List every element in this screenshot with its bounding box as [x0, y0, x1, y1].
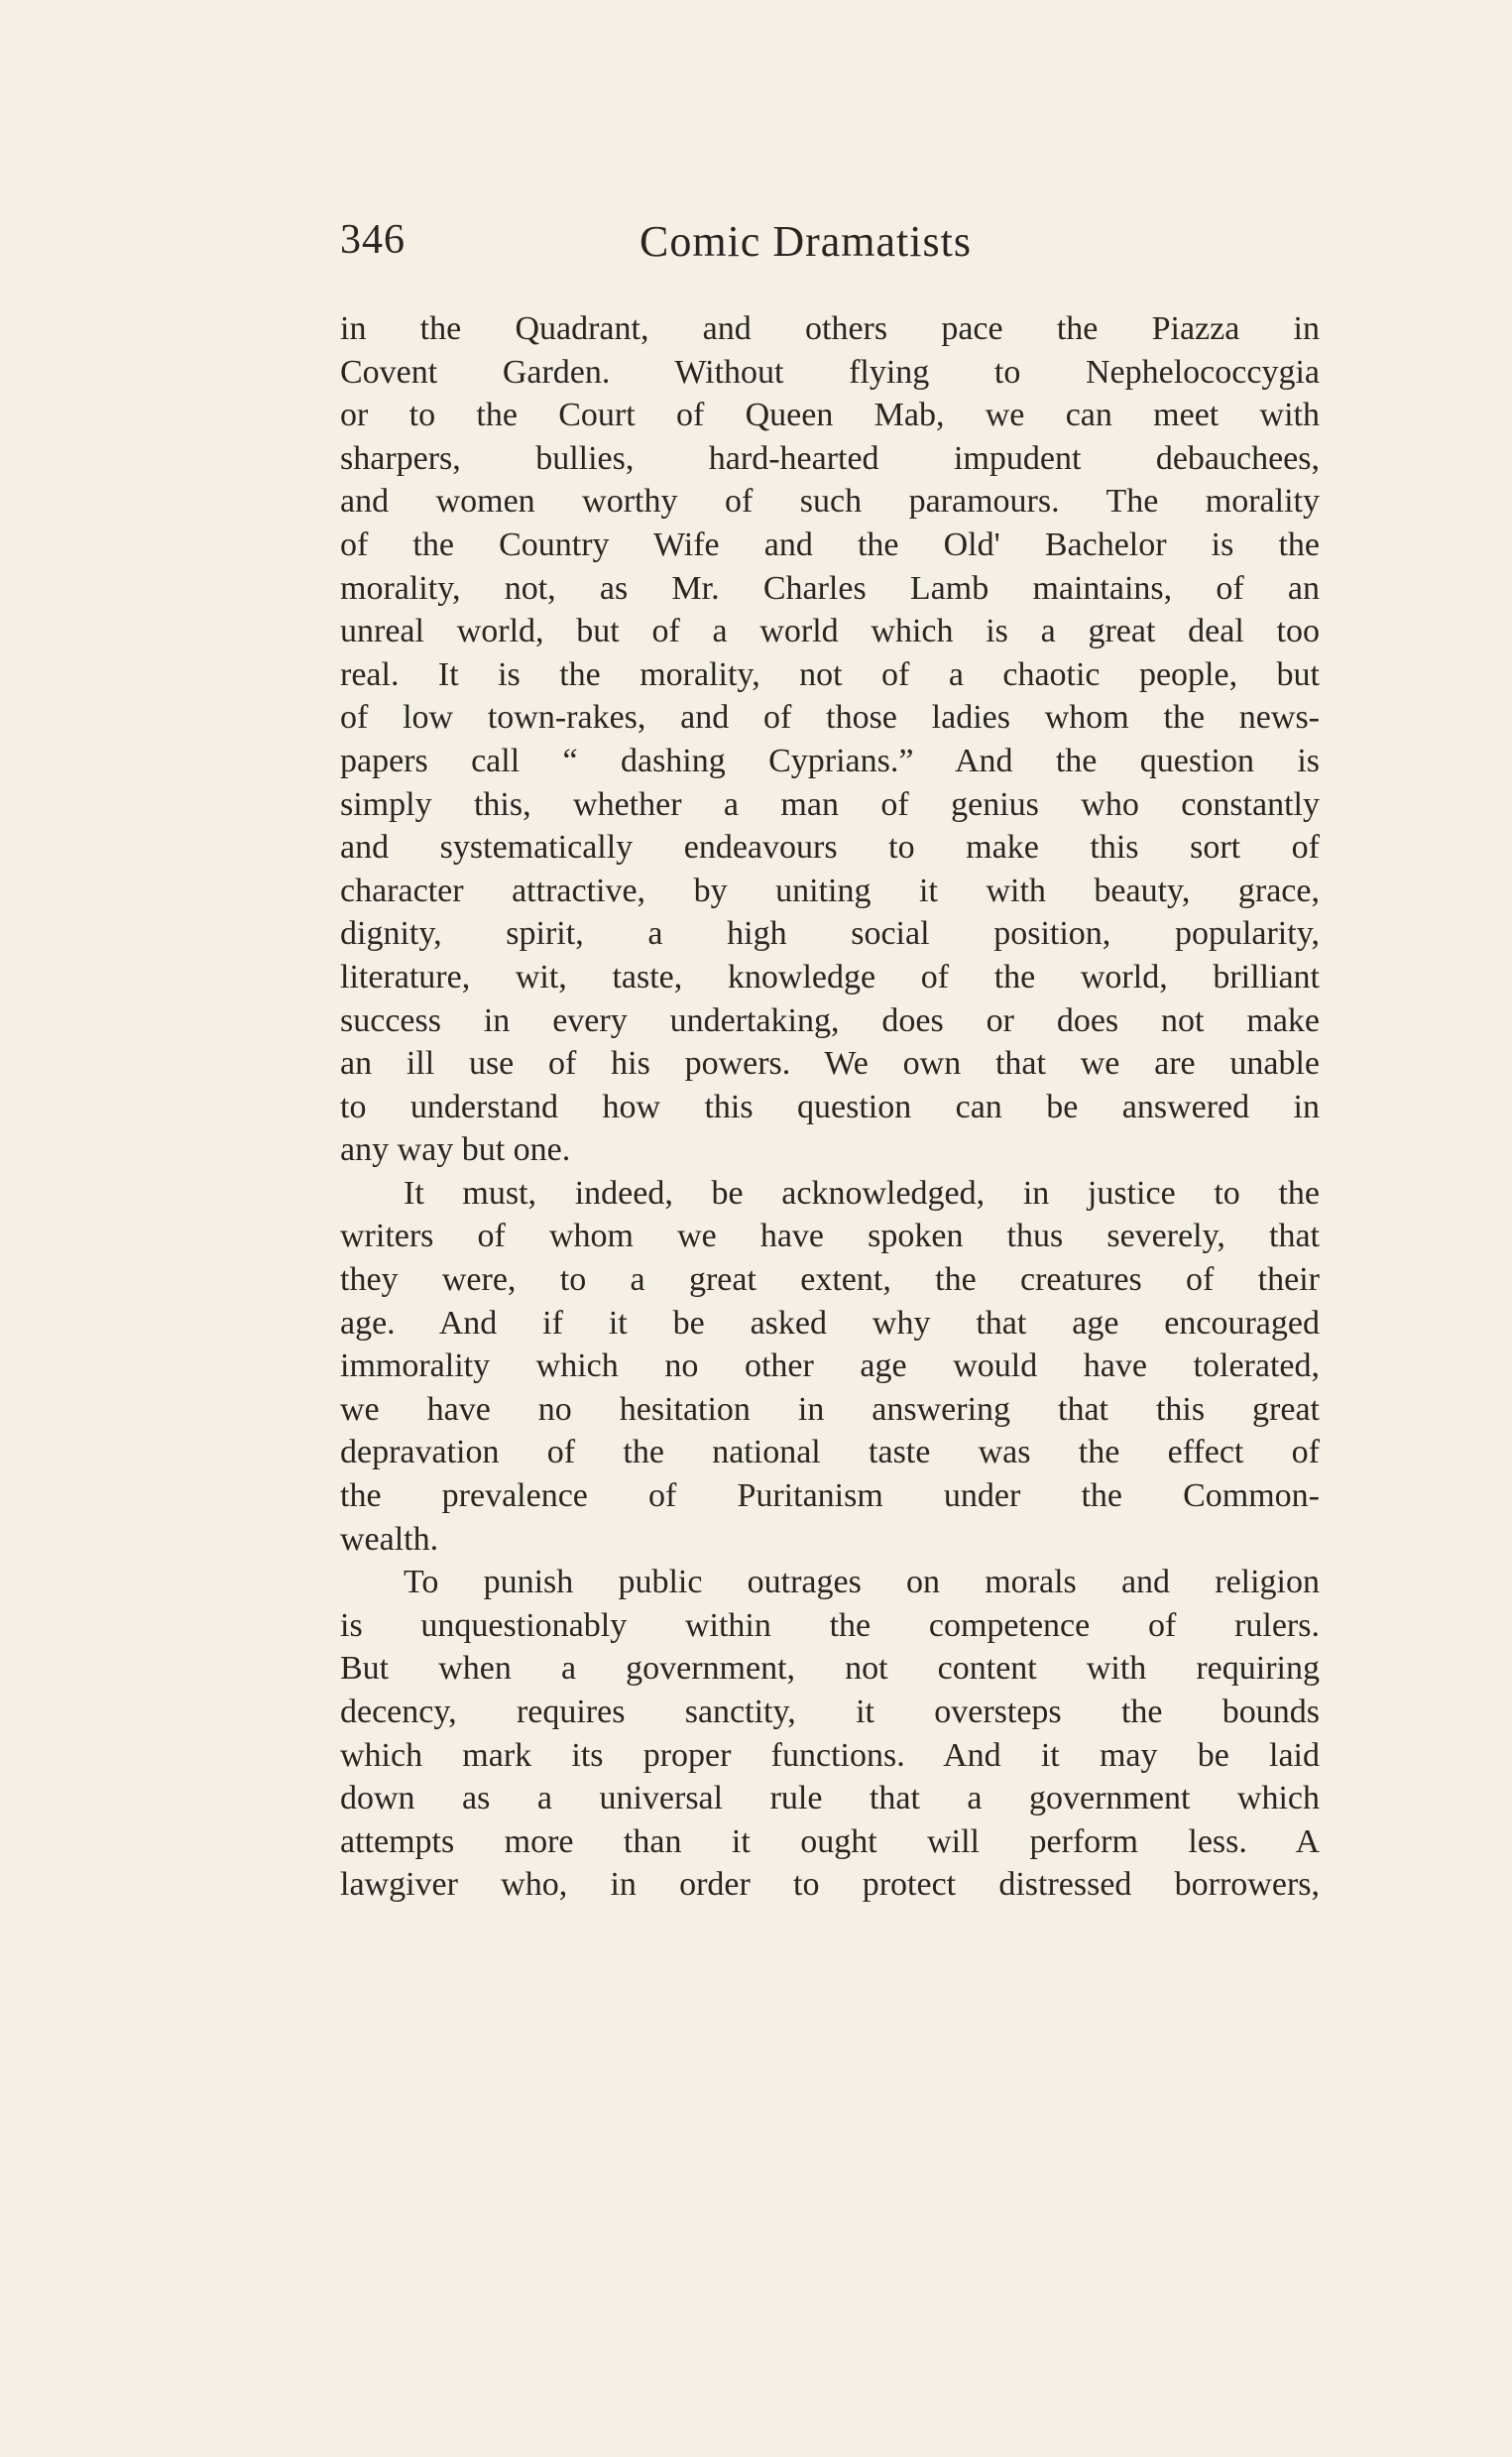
text-line: unreal world, but of a world which is a great deal too: [340, 613, 1320, 650]
text-line: age. And if it be asked why that age encouraged: [340, 1304, 1320, 1342]
running-title: Comic Dramatists: [640, 217, 972, 266]
text-line: in the Quadrant, and others pace the Piazza in: [340, 310, 1320, 347]
text-line: and systematically endeavours to make this sort of: [340, 829, 1320, 867]
text-line: papers call “ dashing Cyprians.” And the question is: [340, 742, 1320, 779]
text-line: the prevalence of Puritanism under the Common-: [340, 1477, 1320, 1515]
text-line: But when a government, not content with requiring: [340, 1650, 1320, 1688]
text-line: which mark its proper functions. And it may be laid: [340, 1736, 1320, 1774]
body-text: [340, 307, 1320, 1907]
text-line: To punish public outrages on morals and religion: [404, 1564, 1320, 1601]
text-line: simply this, whether a man of genius who constantly: [340, 785, 1320, 823]
text-line: wealth.: [340, 1520, 439, 1558]
text-line: and women worthy of such paramours. The morality: [340, 483, 1320, 521]
text-line: any way but one.: [340, 1131, 571, 1169]
text-line: Covent Garden. Without flying to Nephelococcygia: [340, 353, 1320, 391]
text-line: of the Country Wife and the Old' Bachelor is the: [340, 526, 1320, 563]
text-line: depravation of the national taste was the effect of: [340, 1434, 1320, 1471]
text-line: success in every undertaking, does or does not make: [340, 1001, 1320, 1039]
text-line: It must, indeed, be acknowledged, in justice to the: [404, 1174, 1320, 1212]
text-line: sharpers, bullies, hard-hearted impudent debauchees,: [340, 439, 1320, 477]
text-line: an ill use of his powers. We own that we are unable: [340, 1045, 1320, 1083]
text-line: literature, wit, taste, knowledge of the world, brilliant: [340, 958, 1320, 995]
text-line: character attractive, by uniting it with beauty, grace,: [340, 872, 1320, 909]
text-line: immorality which no other age would have tolerated,: [340, 1347, 1320, 1385]
text-line: or to the Court of Queen Mab, we can meet with: [340, 397, 1320, 434]
text-line: down as a universal rule that a government which: [340, 1780, 1320, 1817]
text-line: lawgiver who, in order to protect distressed borrowers,: [340, 1866, 1320, 1904]
text-line: morality, not, as Mr. Charles Lamb maintains, of an: [340, 569, 1320, 607]
text-line: decency, requires sanctity, it oversteps the bounds: [340, 1694, 1320, 1730]
text-line: they were, to a great extent, the creatures of their: [340, 1261, 1320, 1299]
text-line: is unquestionably within the competence of rulers.: [340, 1606, 1320, 1644]
text-line: writers of whom we have spoken thus severely, that: [340, 1218, 1320, 1255]
text-line: of low town-rakes, and of those ladies whom the news-: [340, 699, 1320, 737]
page-header: [340, 216, 1320, 286]
page-number: 346: [340, 217, 406, 263]
text-line: to understand how this question can be answered in: [340, 1088, 1320, 1125]
text-line: we have no hesitation in answering that this great: [340, 1390, 1320, 1428]
text-line: real. It is the morality, not of a chaotic people, but: [340, 655, 1320, 693]
text-line: dignity, spirit, a high social position, popularity,: [340, 915, 1320, 953]
text-line: attempts more than it ought will perform less. A: [340, 1822, 1320, 1860]
